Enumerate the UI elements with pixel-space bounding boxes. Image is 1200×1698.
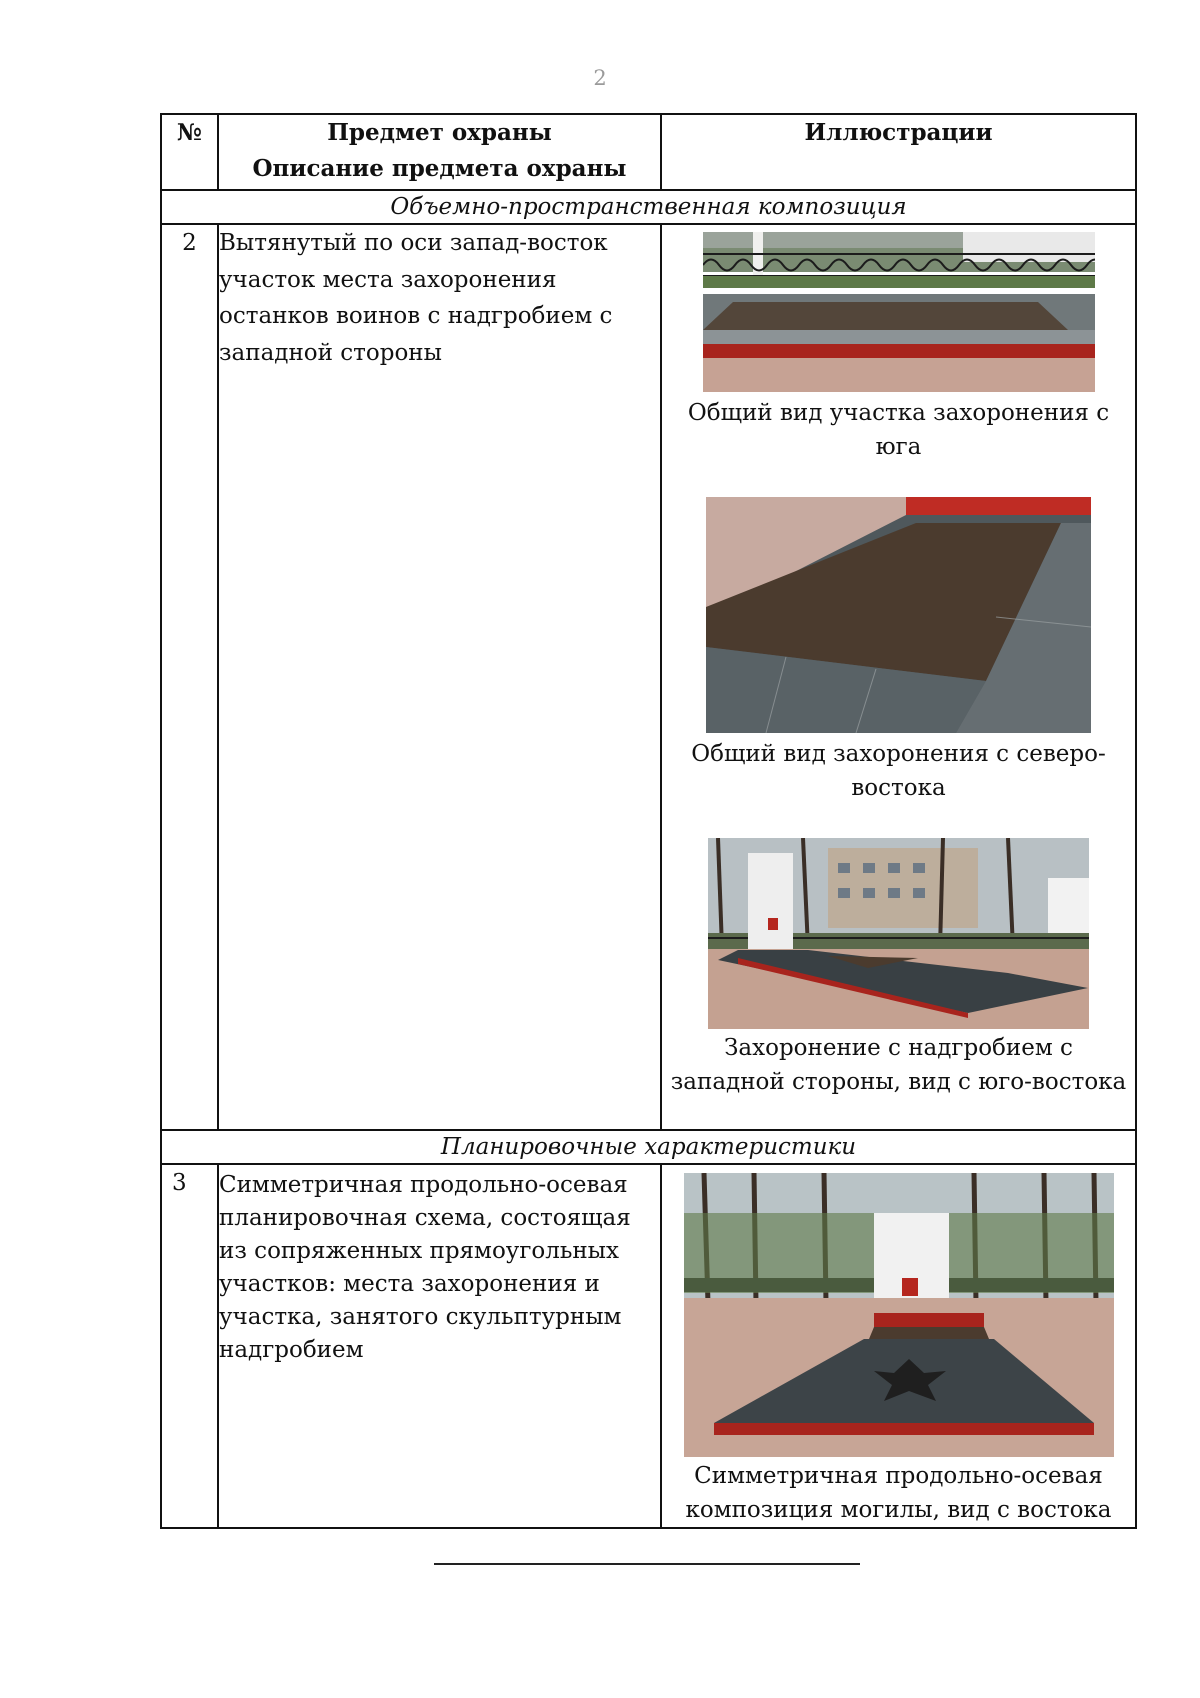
page-number: 2 — [593, 66, 607, 90]
figure-caption: Общий вид захоронения с северо-востока — [691, 741, 1106, 801]
header-subject-description: Описание предмета охраны — [252, 155, 627, 182]
grave-east-view-photo — [684, 1173, 1114, 1457]
row-illustrations — [661, 1164, 1136, 1528]
figure — [662, 1165, 1135, 1527]
protection-subject-table — [160, 113, 1137, 1529]
figure — [662, 464, 1135, 805]
figure-caption: Симметричная продольно-осевая композиция могилы, вид с востока — [685, 1463, 1112, 1523]
figure — [662, 805, 1135, 1099]
header-subject-title: Предмет охраны — [327, 119, 552, 146]
figure-caption: Общий вид участка захоронения с юга — [687, 400, 1110, 460]
section-row-spatial — [161, 190, 1136, 224]
section-title: Планировочные характеристики — [161, 1130, 1136, 1164]
figure — [662, 225, 1135, 464]
footer-separator-line — [434, 1563, 860, 1565]
burial-site-south-view-photo — [703, 232, 1095, 392]
row-description: Вытянутый по оси запад-восток участок места захоронения останков воинов с надгробием с западной стороны — [218, 224, 661, 1130]
figure-caption: Захоронение с надгробием с западной стороны, вид с юго-востока — [670, 1035, 1127, 1095]
header-illustrations: Иллюстрации — [661, 114, 1136, 190]
header-number: № — [161, 114, 218, 190]
section-row-planning — [161, 1130, 1136, 1164]
row-number: 2 — [161, 224, 218, 1130]
table-row — [161, 1164, 1136, 1528]
table-header-row — [161, 114, 1136, 190]
row-illustrations — [661, 224, 1136, 1130]
header-subject — [218, 114, 661, 190]
row-number: 3 — [161, 1164, 218, 1528]
burial-site-northeast-view-photo — [706, 497, 1091, 733]
table-row — [161, 224, 1136, 1130]
section-title: Объемно-пространственная композиция — [161, 190, 1136, 224]
row-description: Симметричная продольно-осевая планировочная схема, состоящая из сопряженных прямоугольных участков: места захоронения и участка, занятого скульптурным надгробием — [218, 1164, 661, 1528]
burial-with-tombstone-southeast-view-photo — [708, 838, 1089, 1029]
